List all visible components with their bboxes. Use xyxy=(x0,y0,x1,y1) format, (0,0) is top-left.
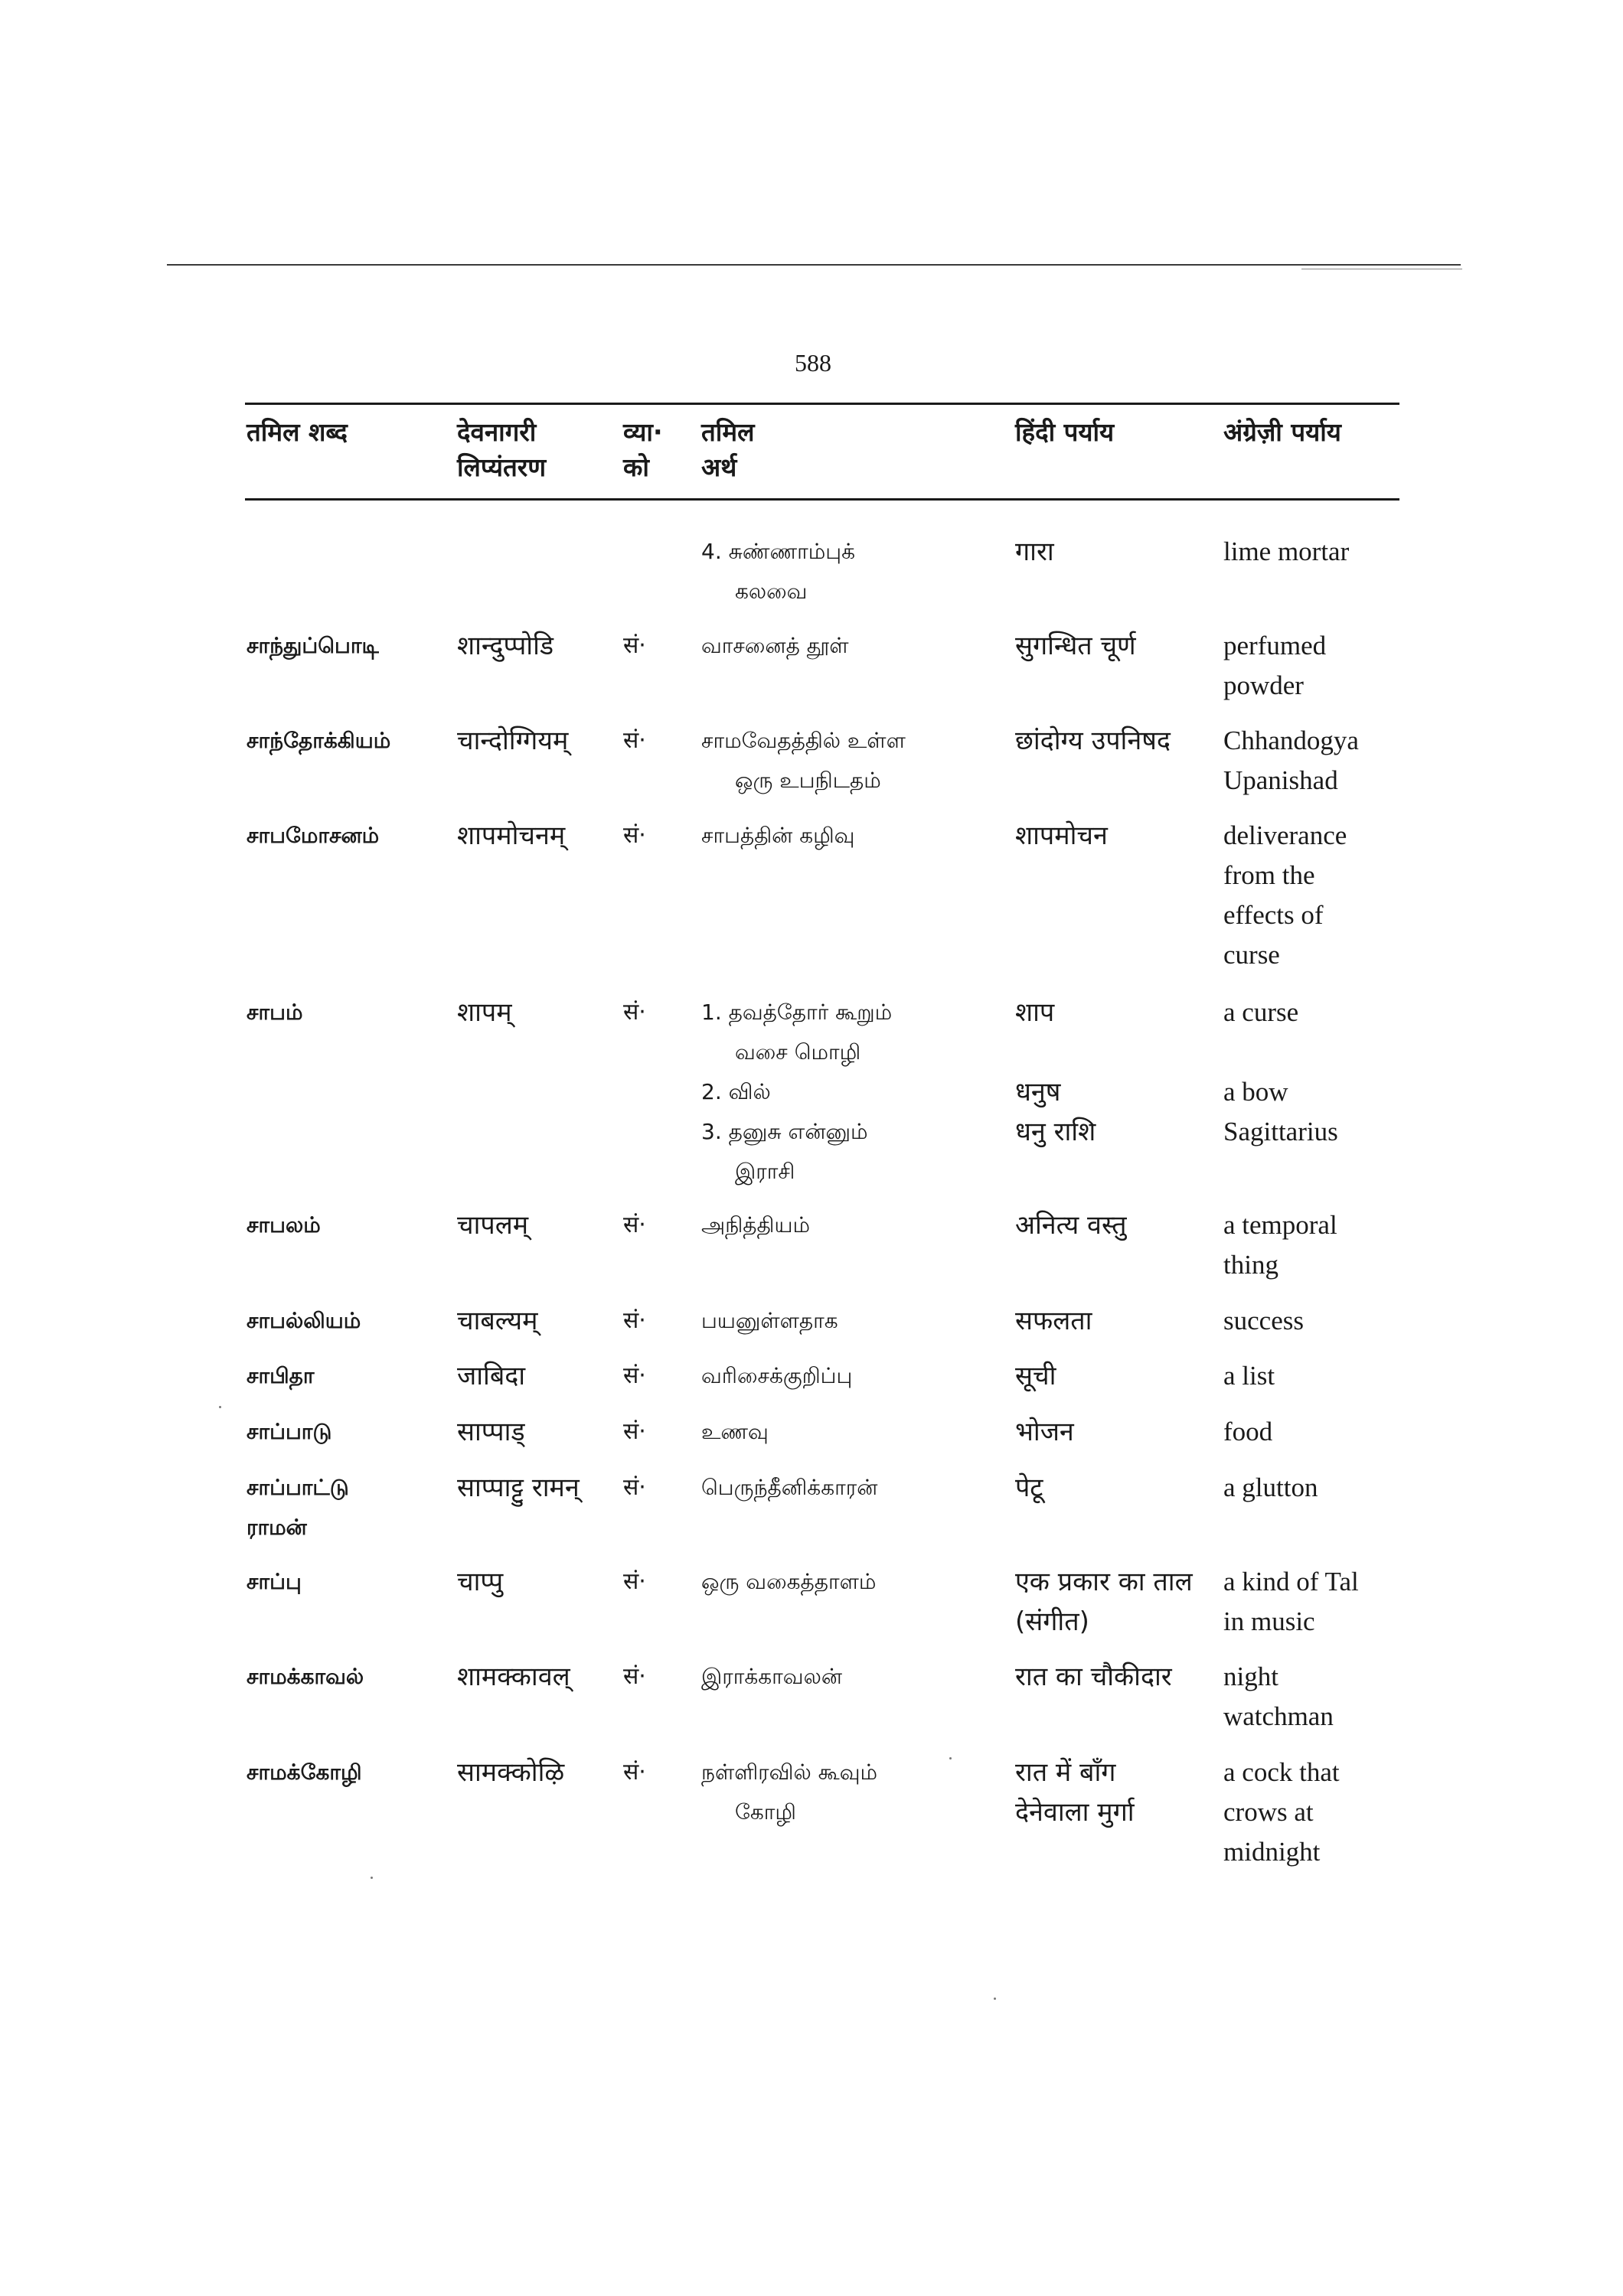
tamil-meaning-line: கோழி xyxy=(735,1799,796,1825)
hindi-equivalent-line: गारा xyxy=(1015,536,1054,567)
tamil-meaning xyxy=(701,816,992,856)
grammar-tag xyxy=(623,993,646,1032)
tamil-word xyxy=(247,1753,362,1792)
scan-speck xyxy=(219,1406,221,1408)
grammar-tag xyxy=(623,1562,646,1602)
tamil-word xyxy=(247,1562,302,1602)
grammar-tag xyxy=(623,532,631,572)
devanagari-transliteration xyxy=(457,626,554,666)
english-equivalent-line: a cock that xyxy=(1223,1757,1340,1787)
tamil-word-line: சாந்துப்பொடி xyxy=(247,633,379,658)
devanagari-transliteration-line: साप्पाड् xyxy=(457,1417,525,1447)
tamil-meaning-line: உணவு xyxy=(701,1419,769,1444)
tamil-word-line: சாமக்காவல் xyxy=(247,1664,364,1689)
grammar-tag-line: सं· xyxy=(623,1212,646,1238)
hindi-equivalent-line: रात का चौकीदार xyxy=(1015,1662,1172,1692)
devanagari-transliteration xyxy=(457,1753,564,1792)
hindi-equivalent xyxy=(1015,1562,1214,1642)
tamil-meaning xyxy=(701,1205,992,1245)
hindi-equivalent xyxy=(1015,1205,1214,1245)
english-equivalent-line: a kind of Tal xyxy=(1223,1567,1359,1596)
hindi-equivalent-line: (संगीत) xyxy=(1015,1606,1089,1637)
grammar-tag-line xyxy=(623,532,631,572)
english-equivalent-line: success xyxy=(1223,1306,1304,1336)
hindi-equivalent-line: पेटू xyxy=(1015,1473,1043,1503)
hindi-equivalent-line: सफलता xyxy=(1015,1306,1092,1336)
devanagari-transliteration-line: चान्दोग्गियम् xyxy=(457,726,569,756)
tamil-meaning xyxy=(701,1468,992,1508)
english-equivalent-line: lime mortar xyxy=(1223,536,1350,566)
grammar-tag-line: सं· xyxy=(623,727,646,754)
tamil-word-line: சாமக்கோழி xyxy=(247,1760,362,1785)
grammar-tag xyxy=(623,1301,646,1341)
tamil-meaning xyxy=(701,1657,992,1697)
header-rule-top xyxy=(245,403,1399,405)
grammar-tag xyxy=(623,721,646,761)
grammar-tag xyxy=(623,1753,646,1792)
hindi-equivalent xyxy=(1015,626,1214,666)
hindi-equivalent xyxy=(1015,816,1214,856)
tamil-meaning-line: இராசி xyxy=(735,1159,795,1184)
header-grammar: व्या· को xyxy=(623,417,663,482)
devanagari-transliteration-line: जाबिदा xyxy=(457,1361,526,1391)
tamil-meaning-line: ஒரு வகைத்தாளம் xyxy=(701,1569,877,1594)
english-equivalent-line: thing xyxy=(1223,1250,1278,1280)
tamil-meaning xyxy=(701,721,992,801)
tamil-word xyxy=(247,1301,361,1341)
english-equivalent-line: curse xyxy=(1223,940,1280,970)
devanagari-transliteration xyxy=(457,1657,570,1697)
english-equivalent-line: powder xyxy=(1223,670,1304,700)
devanagari-transliteration-line: शामक्कावल् xyxy=(457,1662,570,1692)
tamil-word-line: ராமன் xyxy=(247,1515,307,1540)
english-equivalent xyxy=(1223,1657,1407,1737)
english-equivalent-line: Sagittarius xyxy=(1223,1117,1338,1146)
grammar-tag-line: सं· xyxy=(623,1474,646,1501)
tamil-meaning xyxy=(701,1562,992,1602)
hindi-equivalent-line: भोजन xyxy=(1015,1417,1074,1447)
hindi-equivalent-line: सूची xyxy=(1015,1361,1056,1391)
tamil-meaning-line: ஒரு உபநிடதம் xyxy=(735,768,881,793)
english-equivalent-line: in music xyxy=(1223,1606,1315,1636)
devanagari-transliteration xyxy=(457,1468,580,1508)
english-equivalent xyxy=(1223,626,1407,706)
hindi-equivalent xyxy=(1015,721,1214,761)
tamil-meaning xyxy=(701,1301,992,1341)
english-equivalent-line: midnight xyxy=(1223,1837,1321,1867)
english-equivalent xyxy=(1223,1412,1407,1452)
tamil-meaning-line: வரிசைக்குறிப்பு xyxy=(701,1363,853,1388)
devanagari-transliteration xyxy=(457,993,512,1032)
english-equivalent-line: a temporal xyxy=(1223,1210,1337,1240)
english-equivalent-line: a bow xyxy=(1223,1077,1288,1107)
hindi-equivalent xyxy=(1015,1356,1214,1396)
tamil-meaning-line: வாசனைத் தூள் xyxy=(701,633,849,658)
grammar-tag-line: सं· xyxy=(623,1362,646,1389)
english-equivalent xyxy=(1223,1562,1407,1642)
hindi-equivalent-line: शाप xyxy=(1015,997,1055,1028)
hindi-equivalent xyxy=(1015,1657,1214,1697)
tamil-meaning-line: அநித்தியம் xyxy=(701,1212,811,1238)
grammar-tag xyxy=(623,1657,646,1697)
grammar-tag-line: सं· xyxy=(623,1568,646,1595)
english-equivalent xyxy=(1223,721,1407,801)
tamil-word xyxy=(247,721,390,761)
tamil-word-line: சாப்பாட்டு xyxy=(247,1475,349,1500)
header-tamil-word: तमिल शब्द xyxy=(247,417,348,447)
tamil-meaning-line: 1. தவத்தோர் கூறும் xyxy=(701,1000,893,1025)
tamil-meaning-line: கலவை xyxy=(735,579,808,604)
header-english: अंग्रेज़ी पर्याय xyxy=(1223,417,1341,447)
english-equivalent xyxy=(1223,1205,1407,1285)
tamil-word-line: சாபமோசனம் xyxy=(247,823,380,848)
english-equivalent-line: watchman xyxy=(1223,1701,1334,1731)
tamil-word-line: சாபலம் xyxy=(247,1212,321,1238)
devanagari-transliteration-line: शापमोचनम् xyxy=(457,820,566,851)
devanagari-transliteration xyxy=(457,1562,503,1602)
tamil-word xyxy=(247,626,379,666)
english-equivalent-line: crows at xyxy=(1223,1797,1314,1827)
tamil-meaning xyxy=(701,1412,992,1452)
devanagari-transliteration xyxy=(457,1356,525,1396)
tamil-meaning-line: பயனுள்ளதாக xyxy=(701,1308,838,1333)
tamil-meaning xyxy=(701,993,992,1192)
tamil-word xyxy=(247,1205,321,1245)
devanagari-transliteration xyxy=(457,1205,528,1245)
english-equivalent xyxy=(1223,1356,1407,1396)
grammar-tag-line: सं· xyxy=(623,822,646,849)
english-equivalent-line xyxy=(1223,1032,1407,1072)
devanagari-transliteration xyxy=(457,721,568,761)
grammar-tag xyxy=(623,1205,646,1245)
hindi-equivalent xyxy=(1015,993,1214,1152)
tamil-meaning-line: பெருந்தீனிக்காரன் xyxy=(701,1475,878,1500)
hindi-equivalent-line: अनित्य वस्तु xyxy=(1015,1210,1127,1241)
tamil-word-line: சாந்தோக்கியம் xyxy=(247,728,391,753)
hindi-equivalent xyxy=(1015,1301,1214,1341)
devanagari-transliteration-line: चाबल्यम् xyxy=(457,1306,538,1336)
devanagari-transliteration-line: सामक्कोऴि xyxy=(457,1757,565,1788)
tamil-meaning-line: இராக்காவலன் xyxy=(701,1664,842,1689)
devanagari-transliteration xyxy=(457,816,565,856)
english-equivalent-line: a list xyxy=(1223,1361,1275,1391)
tamil-meaning xyxy=(701,1753,992,1832)
tamil-word-line: சாப்பாடு xyxy=(247,1419,332,1444)
header-hindi: हिंदी पर्याय xyxy=(1015,417,1115,447)
header-devanagari: देवनागरी लिप्यंतरण xyxy=(457,417,547,482)
english-equivalent-line: from the xyxy=(1223,860,1315,890)
tamil-meaning-line: சாமவேதத்தில் உள்ள xyxy=(701,728,906,753)
hindi-equivalent-line: सुगन्धित चूर्ण xyxy=(1015,631,1136,661)
scan-speck xyxy=(994,1998,996,2000)
english-equivalent-line: Upanishad xyxy=(1223,765,1338,795)
english-equivalent xyxy=(1223,1301,1407,1341)
tamil-word-line: சாபம் xyxy=(247,1000,303,1025)
english-equivalent-line: effects of xyxy=(1223,900,1324,930)
devanagari-transliteration-line: साप्पाट्टु रामन् xyxy=(457,1473,580,1503)
tamil-word xyxy=(247,1356,315,1396)
scan-speck xyxy=(371,1877,373,1879)
tamil-word xyxy=(247,1412,331,1452)
tamil-word xyxy=(247,1657,364,1697)
tamil-word-line: சாப்பு xyxy=(247,1569,302,1594)
english-equivalent-line: perfumed xyxy=(1223,631,1327,660)
english-equivalent-line: a glutton xyxy=(1223,1473,1318,1502)
tamil-word-line: சாபிதா xyxy=(247,1363,315,1388)
tamil-meaning-line: 2. வில் xyxy=(701,1079,771,1104)
tamil-meaning-line: சாபத்தின் கழிவு xyxy=(701,823,855,848)
english-equivalent-line: Chhandogya xyxy=(1223,726,1359,755)
english-equivalent-line: night xyxy=(1223,1662,1278,1691)
hindi-equivalent-line: धनु राशि xyxy=(1015,1117,1096,1147)
top-rule xyxy=(167,264,1461,266)
devanagari-transliteration-line: चाप्पु xyxy=(457,1567,504,1597)
header-rule-bottom xyxy=(245,498,1399,501)
english-equivalent xyxy=(1223,993,1407,1152)
english-equivalent xyxy=(1223,532,1407,572)
english-equivalent-line: deliverance xyxy=(1223,820,1347,850)
grammar-tag xyxy=(623,1356,646,1396)
hindi-equivalent xyxy=(1015,532,1214,572)
tamil-word-line: சாபல்லியம் xyxy=(247,1308,361,1333)
grammar-tag xyxy=(623,1412,646,1452)
hindi-equivalent-line: देनेवाला मुर्गा xyxy=(1015,1797,1135,1828)
header-tamil-meaning: तमिल अर्थ xyxy=(701,417,755,482)
tamil-meaning-line: 4. சுண்ணாம்புக் xyxy=(701,539,856,564)
scan-speck xyxy=(949,1757,952,1760)
devanagari-transliteration xyxy=(457,1301,537,1341)
grammar-tag-line: सं· xyxy=(623,1418,646,1445)
hindi-equivalent-line: एक प्रकार का ताल xyxy=(1015,1567,1193,1597)
tamil-meaning xyxy=(701,1356,992,1396)
grammar-tag-line: सं· xyxy=(623,1663,646,1690)
devanagari-transliteration-line: चापलम् xyxy=(457,1210,529,1241)
tamil-meaning-line: நள்ளிரவில் கூவும் xyxy=(701,1760,878,1785)
hindi-equivalent xyxy=(1015,1468,1214,1508)
hindi-equivalent xyxy=(1015,1412,1214,1452)
grammar-tag-line: सं· xyxy=(623,1759,646,1786)
devanagari-transliteration-line: शान्दुप्पोडि xyxy=(457,631,554,661)
hindi-equivalent-line xyxy=(1015,1032,1214,1072)
grammar-tag xyxy=(623,1468,646,1508)
hindi-equivalent-line: रात में बाँग xyxy=(1015,1757,1116,1788)
tamil-word xyxy=(247,1468,349,1548)
tamil-meaning xyxy=(701,626,992,666)
hindi-equivalent-line: धनुष xyxy=(1015,1077,1061,1107)
grammar-tag xyxy=(623,816,646,856)
tamil-word xyxy=(247,816,379,856)
hindi-equivalent xyxy=(1015,1753,1214,1832)
devanagari-transliteration xyxy=(457,1412,525,1452)
grammar-tag-line: सं· xyxy=(623,1307,646,1334)
devanagari-transliteration-line: शापम् xyxy=(457,997,512,1028)
tamil-meaning-line: 3. தனுசு என்னும் xyxy=(701,1119,868,1144)
english-equivalent xyxy=(1223,1753,1407,1872)
grammar-tag xyxy=(623,626,646,666)
page-number: 588 xyxy=(795,349,831,377)
english-equivalent-line: food xyxy=(1223,1417,1273,1446)
hindi-equivalent-line: छांदोग्य उपनिषद xyxy=(1015,726,1171,756)
grammar-tag-line: सं· xyxy=(623,632,646,659)
tamil-word xyxy=(247,993,303,1032)
english-equivalent-line: a curse xyxy=(1223,997,1299,1027)
english-equivalent xyxy=(1223,1468,1407,1508)
hindi-equivalent-line: शापमोचन xyxy=(1015,820,1108,851)
tamil-meaning xyxy=(701,532,992,612)
grammar-tag-line: सं· xyxy=(623,999,646,1026)
english-equivalent xyxy=(1223,816,1407,975)
tamil-meaning-line: வசை மொழி xyxy=(735,1039,861,1065)
